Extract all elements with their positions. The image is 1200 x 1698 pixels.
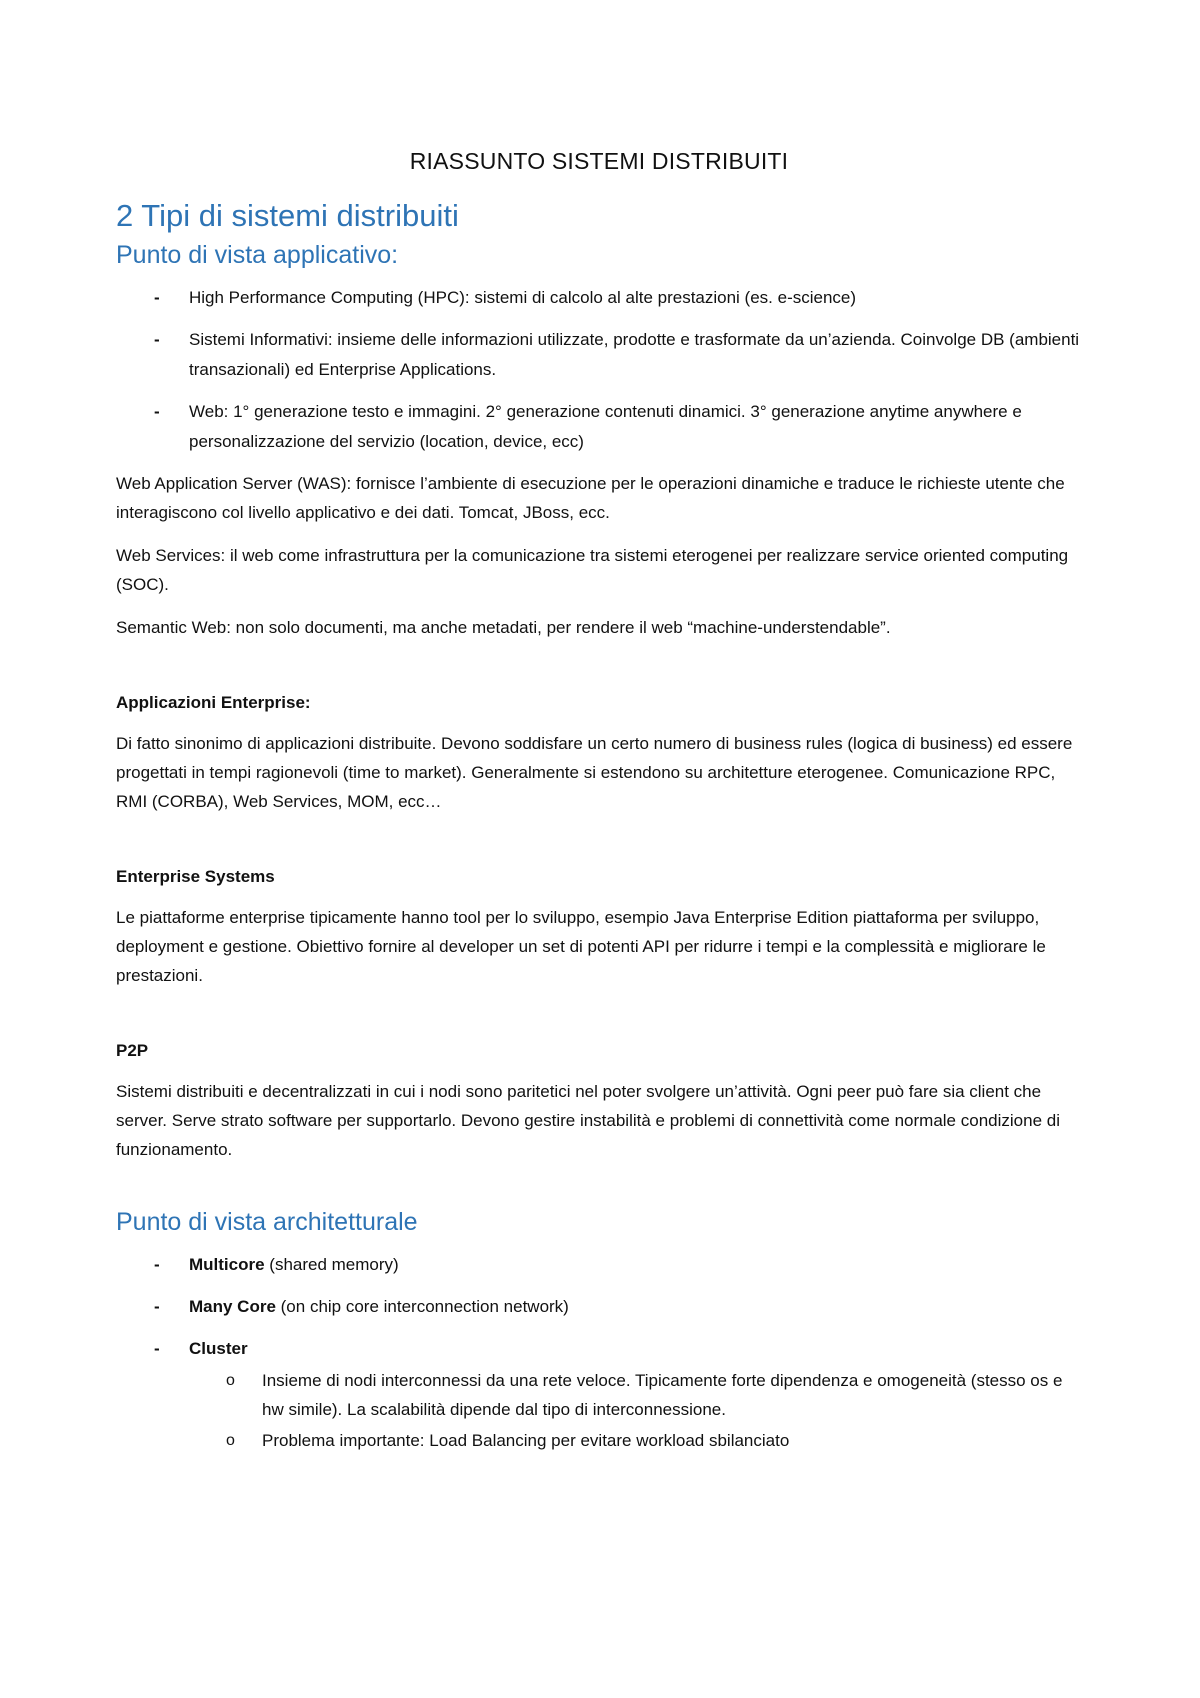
applicativo-list xyxy=(116,283,1082,457)
list-item-multicore xyxy=(116,1250,1082,1280)
list-item-text: Sistemi Informativi: insieme delle informazioni utilizzate, prodotte e trasformate da un’azienda. Coinvolge DB (ambienti transazionali) ed Enterprise Applications. xyxy=(189,330,1080,379)
heading-enterprise-systems: Enterprise Systems xyxy=(116,867,275,886)
dash-bullet: - xyxy=(154,1339,160,1358)
list-item-bold: Multicore xyxy=(189,1255,265,1274)
sublist-item-text: Insieme di nodi interconnessi da una rete veloce. Tipicamente forte dipendenza e omogeneità (stesso os e hw simile). La scalabilità dipende dal tipo di interconnessione. xyxy=(262,1371,1063,1419)
paragraph-p2p: Sistemi distribuiti e decentralizzati in cui i nodi sono paritetici nel poter svolgere un’attività. Ogni peer può fare sia client che server. Serve strato software per supportarlo. Devono gestire instabilità e problemi di connettività come normale condizione di funzionamento. xyxy=(116,1082,1060,1159)
list-item-text: Web: 1° generazione testo e immagini. 2° generazione contenuti dinamici. 3° generazione anytime anywhere e personalizzazione del servizio (location, device, ecc) xyxy=(189,402,1022,451)
dash-bullet: - xyxy=(154,330,160,349)
sublist-item xyxy=(116,1426,1082,1455)
sublist-item-text: Problema importante: Load Balancing per evitare workload sbilanciato xyxy=(262,1431,790,1450)
heading-punto-vista-architetturale: Punto di vista architetturale xyxy=(116,1208,418,1236)
architetturale-list xyxy=(116,1250,1082,1455)
dash-bullet: - xyxy=(154,1255,160,1274)
heading-applicazioni-enterprise: Applicazioni Enterprise: xyxy=(116,693,311,712)
list-item-sistemi-informativi xyxy=(116,325,1082,385)
list-item-cluster xyxy=(116,1334,1082,1455)
circle-bullet: o xyxy=(226,1432,235,1449)
list-item-web xyxy=(116,397,1082,457)
dash-bullet: - xyxy=(154,402,160,421)
dash-bullet: - xyxy=(154,288,160,307)
paragraph-semantic-web: Semantic Web: non solo documenti, ma anche metadati, per rendere il web “machine-understendable”. xyxy=(116,618,891,637)
list-item-many-core xyxy=(116,1292,1082,1322)
heading-punto-vista-applicativo: Punto di vista applicativo: xyxy=(116,241,399,269)
paragraph-applicazioni-enterprise: Di fatto sinonimo di applicazioni distribuite. Devono soddisfare un certo numero di business rules (logica di business) ed essere progettati in tempi ragionevoli (time to market). Generalmente si estendono su architetture eterogenee. Comunicazione RPC, RMI (CORBA), Web Services, MOM, ecc… xyxy=(116,734,1073,811)
heading-p2p: P2P xyxy=(116,1041,149,1060)
paragraph-enterprise-systems: Le piattaforme enterprise tipicamente hanno tool per lo sviluppo, esempio Java Enterprise Edition piattaforma per sviluppo, deployment e gestione. Obiettivo fornire al developer un set di potenti API per ridurre i tempi e la complessità e migliorare le prestazioni. xyxy=(116,908,1046,985)
paragraph-web-services: Web Services: il web come infrastruttura per la comunicazione tra sistemi eterogenei per realizzare service oriented computing (SOC). xyxy=(116,546,1069,594)
list-item-text: (on chip core interconnection network) xyxy=(275,1297,569,1316)
sublist-item xyxy=(116,1366,1082,1424)
dash-bullet: - xyxy=(154,1297,160,1316)
list-item-text: (shared memory) xyxy=(264,1255,399,1274)
list-item-text: High Performance Computing (HPC): sistemi di calcolo al alte prestazioni (es. e-science) xyxy=(189,288,857,307)
document-title: RIASSUNTO SISTEMI DISTRIBUITI xyxy=(409,148,789,174)
list-item-hpc xyxy=(116,283,1082,313)
list-item-bold: Cluster xyxy=(189,1339,248,1358)
cluster-sublist xyxy=(116,1366,1082,1455)
circle-bullet: o xyxy=(226,1372,235,1389)
paragraph-was: Web Application Server (WAS): fornisce l’ambiente di esecuzione per le operazioni dinamiche e traduce le richieste utente che interagiscono col livello applicativo e dei dati. Tomcat, JBoss, ecc. xyxy=(116,474,1065,522)
list-item-bold: Many Core xyxy=(189,1297,276,1316)
heading-tipi-sistemi: 2 Tipi di sistemi distribuiti xyxy=(116,198,459,233)
